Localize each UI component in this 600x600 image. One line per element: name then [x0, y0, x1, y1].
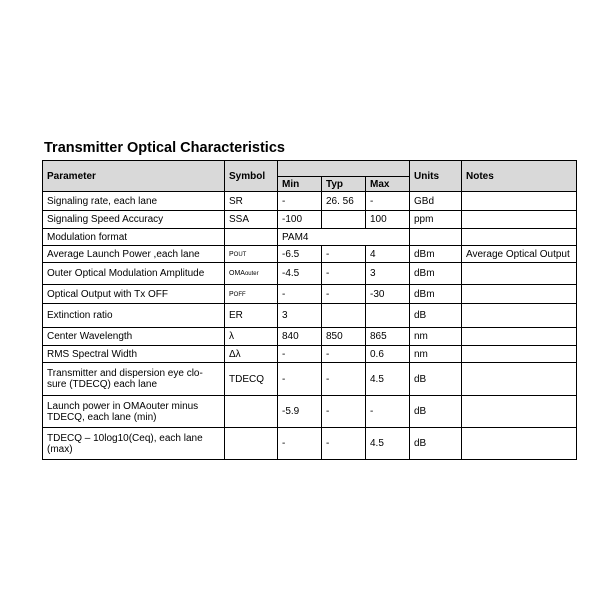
- cell-symbol: [225, 263, 278, 285]
- cell-typ: [322, 304, 366, 328]
- cell-symbol: [225, 246, 278, 263]
- cell-parameter: Outer Optical Modulation Amplitude: [43, 263, 225, 285]
- table-row: [43, 246, 577, 263]
- cell-notes: [462, 328, 577, 346]
- header-notes: Notes: [462, 161, 577, 192]
- cell-notes: [462, 229, 577, 246]
- cell-parameter: Signaling rate, each lane: [43, 192, 225, 211]
- cell-symbol: [225, 229, 278, 246]
- cell-min: -: [278, 285, 322, 304]
- cell-min: -: [278, 428, 322, 460]
- cell-min: 840: [278, 328, 322, 346]
- header-max: Max: [366, 177, 410, 192]
- cell-max: -: [366, 192, 410, 211]
- cell-parameter: Average Launch Power ,each lane: [43, 246, 225, 263]
- table-row: [43, 328, 577, 346]
- cell-symbol: [225, 396, 278, 428]
- header-min: Min: [278, 177, 322, 192]
- cell-min: -5.9: [278, 396, 322, 428]
- table-row: [43, 211, 577, 229]
- cell-notes: [462, 285, 577, 304]
- cell-units: dB: [410, 304, 462, 328]
- header-parameter: Parameter: [43, 161, 225, 192]
- cell-symbol: Δλ: [225, 346, 278, 363]
- cell-parameter: Signaling Speed Accuracy: [43, 211, 225, 229]
- cell-typ: -: [322, 363, 366, 396]
- cell-max: -: [366, 396, 410, 428]
- symbol-main: OMA: [229, 270, 245, 277]
- cell-parameter: TDECQ – 10log10(Ceq), each lane (max): [43, 428, 225, 460]
- cell-parameter: Transmitter and dispersion eye clo-sure (TDECQ) each lane: [43, 363, 225, 396]
- cell-min: -: [278, 346, 322, 363]
- cell-units: dBm: [410, 263, 462, 285]
- cell-typ: -: [322, 428, 366, 460]
- symbol-subscript: outer: [244, 271, 259, 277]
- table-row: [43, 428, 577, 460]
- cell-units: dB: [410, 363, 462, 396]
- characteristics-table: [42, 160, 577, 460]
- cell-notes: [462, 304, 577, 328]
- cell-max: [366, 304, 410, 328]
- cell-max: 100: [366, 211, 410, 229]
- page-title: Transmitter Optical Characteristics: [44, 140, 285, 156]
- cell-units: dBm: [410, 285, 462, 304]
- header-typ: Typ: [322, 177, 366, 192]
- cell-parameter: RMS Spectral Width: [43, 346, 225, 363]
- symbol-main: P: [229, 250, 234, 258]
- cell-max: 0.6: [366, 346, 410, 363]
- cell-symbol: TDECQ: [225, 363, 278, 396]
- cell-typ: -: [322, 246, 366, 263]
- cell-parameter: Launch power in OMAouter minus TDECQ, each lane (min): [43, 396, 225, 428]
- cell-parameter: Center Wavelength: [43, 328, 225, 346]
- cell-min: -: [278, 363, 322, 396]
- header-row: [43, 161, 577, 177]
- cell-units: ppm: [410, 211, 462, 229]
- cell-symbol: SSA: [225, 211, 278, 229]
- table-row: [43, 263, 577, 285]
- header-units: Units: [410, 161, 462, 192]
- cell-symbol: λ: [225, 328, 278, 346]
- cell-units: nm: [410, 328, 462, 346]
- cell-notes: [462, 346, 577, 363]
- cell-typ: -: [322, 285, 366, 304]
- cell-symbol: ER: [225, 304, 278, 328]
- table-row: [43, 346, 577, 363]
- cell-max: 3: [366, 263, 410, 285]
- cell-units: dBm: [410, 246, 462, 263]
- cell-min: -: [278, 192, 322, 211]
- table-row: [43, 396, 577, 428]
- table-row: [43, 192, 577, 211]
- cell-symbol: SR: [225, 192, 278, 211]
- cell-notes: [462, 363, 577, 396]
- symbol-subscript: OUT: [233, 251, 247, 258]
- cell-parameter: Optical Output with Tx OFF: [43, 285, 225, 304]
- symbol-main: P: [229, 290, 234, 298]
- header-symbol: Symbol: [225, 161, 278, 192]
- symbol-subscript: OFF: [233, 291, 246, 298]
- cell-notes: [462, 263, 577, 285]
- cell-min: -4.5: [278, 263, 322, 285]
- cell-symbol: [225, 428, 278, 460]
- cell-max: 4.5: [366, 363, 410, 396]
- header-range: [278, 161, 410, 177]
- cell-max: -30: [366, 285, 410, 304]
- table-row: [43, 363, 577, 396]
- cell-notes: [462, 396, 577, 428]
- cell-notes: [462, 192, 577, 211]
- cell-max: 4.5: [366, 428, 410, 460]
- cell-symbol: [225, 285, 278, 304]
- cell-typ: -: [322, 346, 366, 363]
- cell-typ: [322, 211, 366, 229]
- table-row: [43, 304, 577, 328]
- cell-notes: Average Optical Output: [462, 246, 577, 263]
- cell-units: dB: [410, 396, 462, 428]
- cell-parameter: Extinction ratio: [43, 304, 225, 328]
- cell-min: -100: [278, 211, 322, 229]
- cell-units: dB: [410, 428, 462, 460]
- cell-typ: -: [322, 396, 366, 428]
- cell-min: 3: [278, 304, 322, 328]
- cell-parameter: Modulation format: [43, 229, 225, 246]
- cell-units: nm: [410, 346, 462, 363]
- cell-max: 865: [366, 328, 410, 346]
- cell-notes: [462, 428, 577, 460]
- cell-modulation-value: PAM4: [278, 229, 410, 246]
- cell-units: [410, 229, 462, 246]
- cell-notes: [462, 211, 577, 229]
- cell-max: 4: [366, 246, 410, 263]
- table-row: [43, 285, 577, 304]
- cell-units: GBd: [410, 192, 462, 211]
- table-row: [43, 229, 577, 246]
- cell-typ: -: [322, 263, 366, 285]
- cell-min: -6.5: [278, 246, 322, 263]
- cell-typ: 26. 56: [322, 192, 366, 211]
- cell-typ: 850: [322, 328, 366, 346]
